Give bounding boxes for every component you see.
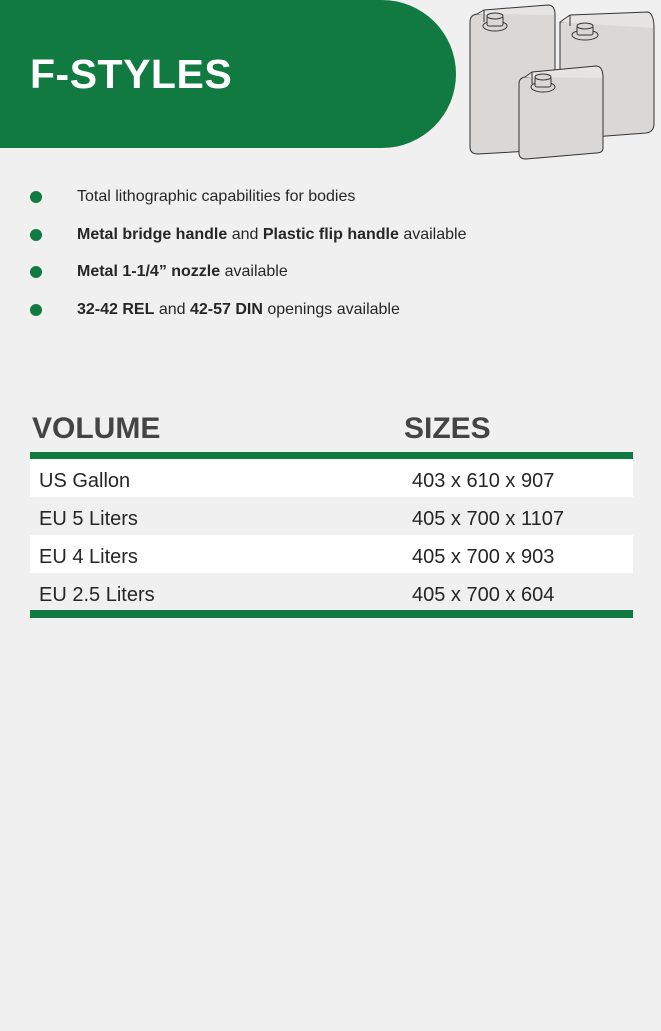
size-cell: 405 x 700 x 1107 [412, 508, 564, 530]
feature-text [77, 253, 288, 290]
table-row [30, 535, 633, 573]
feature-text-segment: available [398, 225, 467, 243]
table-row [30, 497, 633, 535]
feature-text-segment: and [227, 225, 263, 243]
feature-item [0, 253, 661, 291]
feature-text-segment: available [220, 263, 288, 280]
feature-highlight: 32-42 REL [77, 300, 155, 318]
bullet-icon [30, 191, 42, 203]
feature-highlight: Metal 1-1/4” nozzle [77, 263, 221, 280]
feature-item [0, 291, 661, 329]
sizes-column-header: SIZES [404, 412, 491, 445]
feature-text-segment: and [154, 300, 190, 318]
size-cell: 405 x 700 x 903 [412, 546, 555, 568]
table-bottom-rule [30, 610, 633, 618]
volume-cell: US Gallon [39, 470, 131, 492]
table-top-rule [30, 452, 633, 459]
spec-table [30, 459, 633, 611]
volume-cell: EU 5 Liters [39, 508, 138, 530]
page-title: F-STYLES [30, 51, 233, 97]
feature-text [77, 178, 355, 215]
feature-highlight: 42-57 DIN [189, 300, 263, 318]
feature-item [0, 216, 661, 254]
feature-text [77, 216, 466, 253]
feature-highlight: Plastic flip handle [262, 225, 399, 243]
volume-cell: EU 4 Liters [39, 546, 138, 568]
table-row [30, 459, 633, 497]
feature-list [0, 178, 661, 328]
size-cell: 403 x 610 x 907 [412, 470, 555, 492]
bullet-icon [30, 304, 42, 316]
feature-item [0, 178, 661, 216]
table-row [30, 573, 633, 611]
feature-text-segment: Total lithographic capabilities for bodies [77, 188, 356, 205]
feature-highlight: Metal bridge handle [77, 225, 228, 243]
can-front [519, 66, 603, 159]
title-banner [0, 0, 456, 148]
volume-cell: EU 2.5 Liters [39, 584, 155, 606]
feature-text-segment: openings available [262, 300, 400, 318]
bullet-icon [30, 266, 42, 278]
feature-text [77, 291, 400, 328]
spec-table-header [0, 409, 661, 453]
volume-column-header: VOLUME [32, 412, 161, 445]
size-cell: 405 x 700 x 604 [412, 584, 555, 606]
bullet-icon [30, 229, 42, 241]
f-style-cans-illustration [462, 2, 661, 164]
